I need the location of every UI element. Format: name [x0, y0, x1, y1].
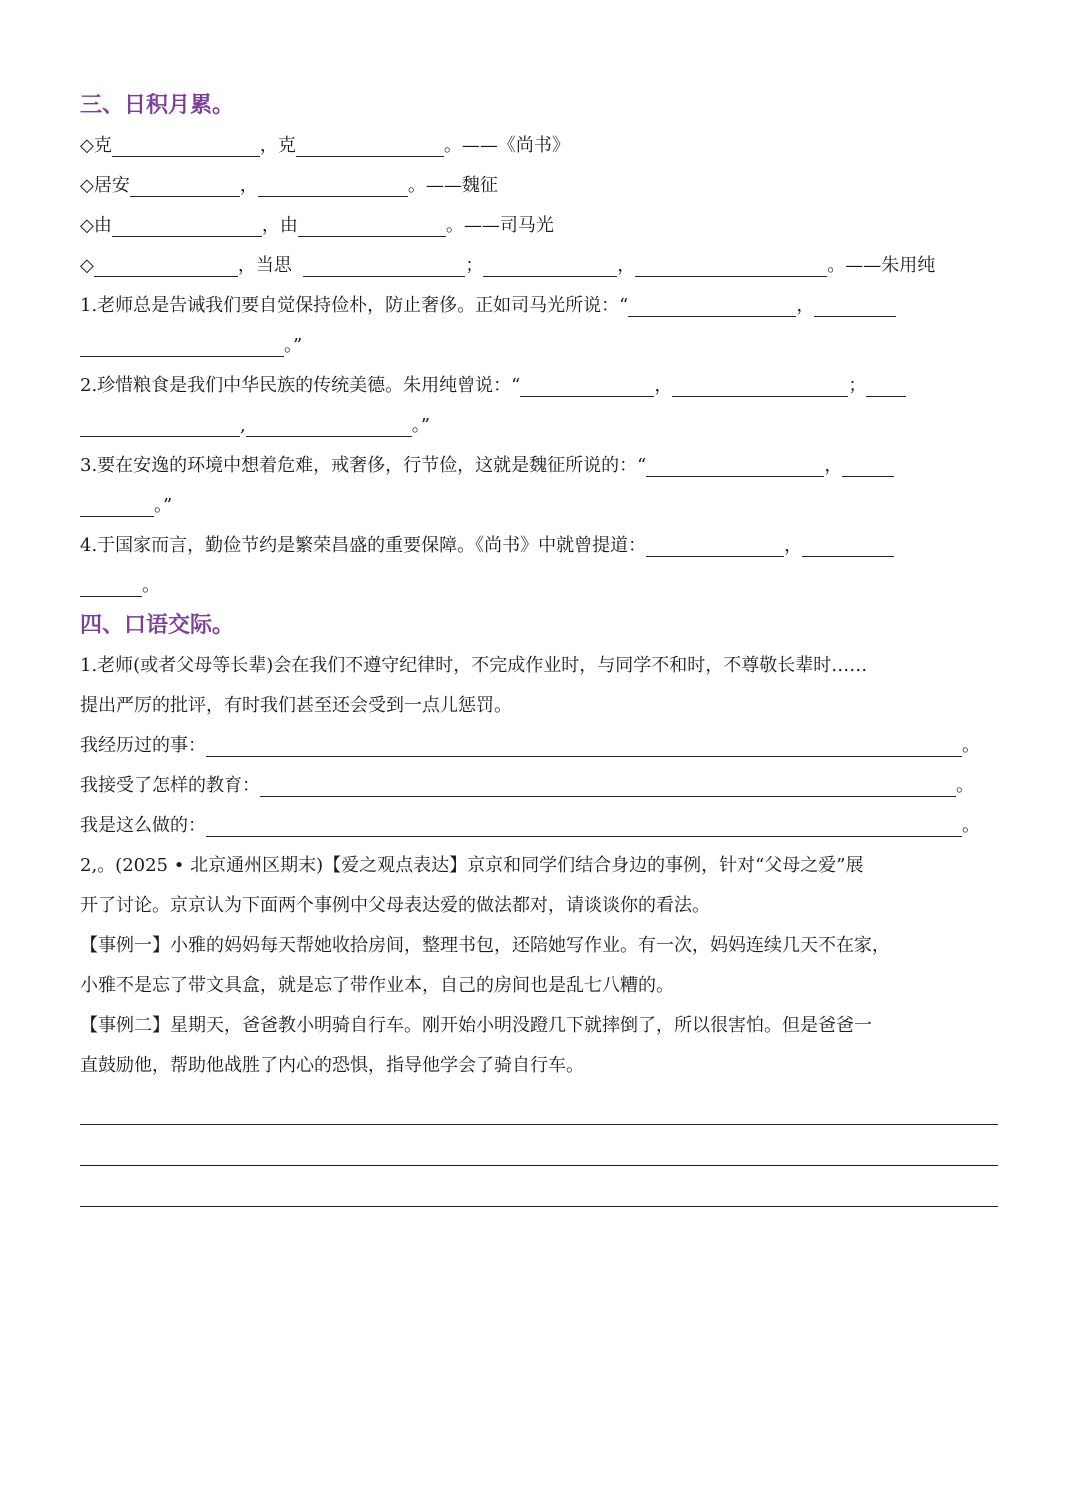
field-experience: [80, 726, 1000, 766]
quote-text: ◇居安: [80, 175, 130, 196]
case-2-line-2: 直鼓励他，帮助他战胜了内心的恐惧，指导他学会了骑自行车。: [80, 1055, 584, 1076]
answer-line[interactable]: [80, 1168, 998, 1207]
blank[interactable]: [672, 370, 848, 397]
blank[interactable]: [298, 210, 446, 237]
blank[interactable]: [646, 530, 784, 557]
quote-source: 。——朱用纯: [827, 255, 936, 276]
blank[interactable]: [635, 250, 827, 277]
question-text: 3.要在安逸的环境中想着危难，戒奢侈，行节俭，这就是魏征所说的：“: [80, 455, 647, 476]
punct: 。”: [154, 495, 173, 516]
punct: ，: [824, 455, 843, 476]
quote-text: ，: [617, 255, 636, 276]
quote-source: 。——《尚书》: [443, 135, 570, 156]
blank[interactable]: [842, 450, 894, 477]
question-3-line-1: [80, 446, 1000, 486]
oral-q2-line-2: 开了讨论。京京认为下面两个事例中父母表达爱的做法都对，请谈谈你的看法。: [80, 895, 710, 916]
question-4-line-2: [80, 566, 1000, 606]
case-1-line-1: 【事例一】小雅的妈妈每天帮她收拾房间，整理书包，还陪她写作业。有一次，妈妈连续几天不在家，: [80, 935, 890, 956]
blank[interactable]: [112, 130, 260, 157]
blank[interactable]: [814, 290, 896, 317]
quote-simaguang: [80, 206, 1000, 246]
punct: ，: [784, 535, 803, 556]
blank[interactable]: [802, 530, 894, 557]
quote-weizheng: [80, 166, 1000, 206]
question-4-line-1: [80, 526, 1000, 566]
blank[interactable]: [296, 130, 444, 157]
quote-text: ，当思: [237, 255, 292, 276]
punct: 。: [962, 815, 980, 836]
punct: ，: [654, 375, 673, 396]
blank[interactable]: [112, 210, 262, 237]
quote-text: ，克: [259, 135, 296, 156]
blank[interactable]: [80, 410, 240, 437]
section-4-title: 四、口语交际。: [80, 613, 235, 638]
answer-line[interactable]: [80, 1127, 998, 1166]
punct: ；: [848, 375, 867, 396]
blank[interactable]: [520, 370, 654, 397]
blank[interactable]: [866, 370, 906, 397]
answer-line[interactable]: [80, 1086, 998, 1125]
question-1-line-1: [80, 286, 1000, 326]
quote-zhuyongchun: [80, 246, 1000, 286]
quote-shangshu: [80, 126, 1000, 166]
question-2-line-1: [80, 366, 1000, 406]
quote-source: 。——司马光: [445, 215, 554, 236]
worksheet-page: [80, 86, 1000, 1207]
field-label: 我接受了怎样的教育：: [80, 775, 260, 796]
blank[interactable]: [80, 330, 284, 357]
quote-text: ◇: [80, 255, 94, 276]
blank[interactable]: [94, 250, 238, 277]
quote-text: ；: [465, 255, 484, 276]
field-label: 我经历过的事：: [80, 735, 206, 756]
blank[interactable]: [646, 450, 824, 477]
quote-text: ，由: [261, 215, 298, 236]
blank[interactable]: [130, 170, 240, 197]
section-3-title: 三、日积月累。: [80, 93, 235, 118]
blank[interactable]: [258, 170, 408, 197]
blank[interactable]: [80, 490, 154, 517]
oral-q1-line-1: 1.老师(或者父母等长辈)会在我们不遵守纪律时，不完成作业时，与同学不和时，不尊敬长辈时……: [80, 655, 868, 676]
quote-text: ◇克: [80, 135, 112, 156]
punct: 。: [142, 575, 160, 596]
oral-q1-line-2: 提出严厉的批评，有时我们甚至还会受到一点儿惩罚。: [80, 695, 512, 716]
punct: ,: [240, 415, 246, 436]
punct: 。: [956, 775, 974, 796]
quote-text: ，: [239, 175, 258, 196]
question-text: 2.珍惜粮食是我们中华民族的传统美德。朱用纯曾说：“: [80, 375, 521, 396]
question-text: 4.于国家而言，勤俭节约是繁荣昌盛的重要保障。《尚书》中就曾提道：: [80, 535, 647, 556]
oral-q2-line-1: 2,。(2025 • 北京通州区期末)【爱之观点表达】京京和同学们结合身边的事例，针对“父母之爱”展: [80, 855, 864, 876]
blank[interactable]: [80, 570, 142, 597]
quote-source: 。——魏征: [407, 175, 498, 196]
question-text: 1.老师总是告诫我们要自觉保持俭朴，防止奢侈。正如司马光所说：“: [80, 295, 629, 316]
blank[interactable]: [483, 250, 617, 277]
punct: 。: [962, 735, 980, 756]
question-3-line-2: [80, 486, 1000, 526]
punct: 。”: [411, 415, 430, 436]
case-2-line-1: 【事例二】星期天，爸爸教小明骑自行车。刚开始小明没蹬几下就摔倒了，所以很害怕。但是爸爸一: [80, 1015, 872, 1036]
case-1-line-2: 小雅不是忘了带文具盒，就是忘了带作业本，自己的房间也是乱七八糟的。: [80, 975, 674, 996]
blank[interactable]: [628, 290, 796, 317]
field-education: [80, 766, 1000, 806]
blank[interactable]: [303, 250, 465, 277]
field-label: 我是这么做的：: [80, 815, 206, 836]
question-1-line-2: [80, 326, 1000, 366]
answer-line[interactable]: [260, 770, 956, 797]
answer-line[interactable]: [206, 810, 962, 837]
answer-line[interactable]: [206, 730, 962, 757]
quote-text: ◇由: [80, 215, 112, 236]
question-2-line-2: [80, 406, 1000, 446]
field-action: [80, 806, 1000, 846]
punct: 。”: [284, 335, 303, 356]
punct: ，: [796, 295, 815, 316]
blank[interactable]: [246, 410, 412, 437]
